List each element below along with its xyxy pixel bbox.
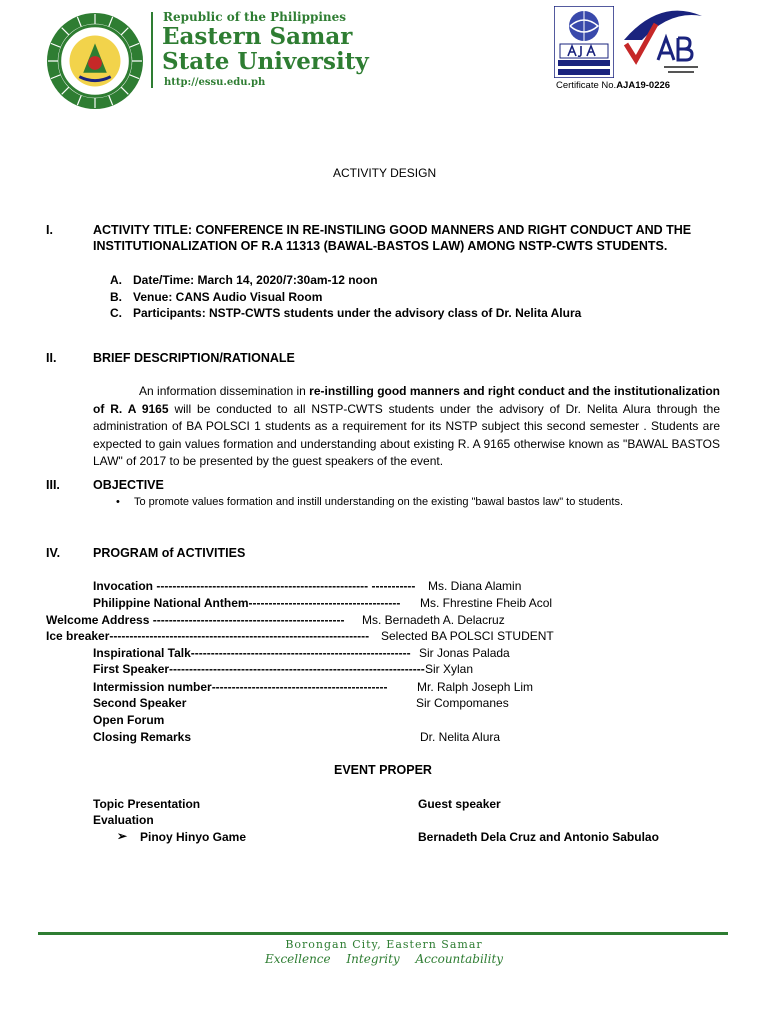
document-title: ACTIVITY DESIGN bbox=[333, 166, 437, 180]
arrow-bullet-icon: ➢ bbox=[117, 829, 128, 843]
university-name-line1: Eastern Samar bbox=[162, 23, 353, 50]
bullet-dot-icon: • bbox=[116, 496, 120, 508]
event-proper-title: EVENT PROPER bbox=[334, 763, 432, 777]
topic-presentation-label: Topic Presentation bbox=[93, 797, 201, 811]
activity-title-line2: INSTITUTIONALIZATION OF R.A 11313 (BAWAL-BASTOS LAW) AMONG NSTP-CWTS STUDENTS. bbox=[93, 239, 668, 253]
university-url: http://essu.edu.ph bbox=[164, 77, 266, 88]
section-4-title: PROGRAM of ACTIVITIES bbox=[93, 546, 246, 560]
activity-title-line1: ACTIVITY TITLE: CONFERENCE IN RE-INSTILING GOOD MANNERS AND RIGHT CONDUCT AND THE bbox=[93, 223, 692, 237]
header-divider bbox=[151, 12, 153, 88]
item-a-letter: A. bbox=[110, 273, 122, 287]
footer-divider bbox=[38, 932, 728, 935]
university-name bbox=[162, 24, 369, 74]
cert-label: Certificate No. bbox=[556, 80, 617, 91]
program-item-anthem: Philippine National Anthem-------------------------------------- bbox=[93, 596, 401, 610]
item-c-letter: C. bbox=[110, 306, 122, 320]
program-item-first-speaker: First Speaker---------------------------------------------------------------- bbox=[93, 662, 425, 676]
program-item-invocation: Invocation ----------------------------------------------------- ----------- bbox=[93, 579, 416, 593]
program-speaker-first: Sir Xylan bbox=[425, 662, 474, 676]
cert-value: AJA19-0226 bbox=[616, 80, 671, 91]
rationale-paragraph bbox=[93, 383, 720, 471]
certificate-number bbox=[556, 80, 670, 91]
aja-registrars-logo bbox=[554, 6, 614, 78]
section-1-number: I. bbox=[46, 223, 53, 237]
game-label: Pinoy Hinyo Game bbox=[140, 830, 247, 844]
program-speaker-second: Sir Compomanes bbox=[416, 696, 509, 710]
program-item-closing: Closing Remarks bbox=[93, 730, 192, 744]
program-item-icebreaker: Ice breaker----------------------------------------------------------------- bbox=[46, 629, 370, 643]
uab-accreditation-logo bbox=[620, 4, 704, 76]
program-item-intermission: Intermission number-------------------------------------------- bbox=[93, 680, 388, 694]
program-speaker-icebreaker: Selected BA POLSCI STUDENT bbox=[381, 629, 554, 643]
program-item-second-speaker: Second Speaker bbox=[93, 696, 187, 710]
section-4-number: IV. bbox=[46, 546, 61, 560]
section-2-number: II. bbox=[46, 351, 57, 365]
rationale-rest: will be conducted to all NSTP-CWTS students under the advisory of Dr. Nelita Alura through the administration of BA POLSCI 1 students as a requirement for its NSTP subject this second semester . Students are expected to gain values formation and understanding about existing R. A 9165 otherwise known as "BAWAL BASTOS LAW" of 2017 to be presented by the guest speakers of the event. bbox=[93, 401, 720, 468]
program-speaker-inspirational: Sir Jonas Palada bbox=[419, 646, 510, 660]
program-item-inspirational: Inspirational Talk------------------------------------------------------- bbox=[93, 646, 411, 660]
footer-motto: Excellence Integrity Accountability bbox=[264, 952, 504, 966]
university-name-line2: State University bbox=[162, 48, 369, 75]
program-item-open-forum: Open Forum bbox=[93, 713, 165, 727]
program-speaker-welcome: Ms. Bernadeth A. Delacruz bbox=[362, 613, 505, 627]
program-speaker-closing: Dr. Nelita Alura bbox=[420, 730, 501, 744]
item-a-datetime: Date/Time: March 14, 2020/7:30am-12 noon bbox=[133, 273, 378, 287]
item-b-venue: Venue: CANS Audio Visual Room bbox=[133, 290, 323, 304]
rationale-bold: re-instilling good manners and right conduct and the institutionalization of R. A 9165 bbox=[93, 384, 720, 416]
footer-city: Borongan City, Eastern Samar bbox=[285, 938, 483, 951]
objective-bullet: To promote values formation and instill understanding on the existing "bawal bastos law" to students. bbox=[134, 496, 624, 508]
program-item-welcome: Welcome Address ------------------------------------------------ bbox=[46, 613, 345, 627]
section-3-title: OBJECTIVE bbox=[93, 478, 164, 492]
game-value: Bernadeth Dela Cruz and Antonio Sabulao bbox=[418, 830, 659, 844]
republic-line: Republic of the Philippines bbox=[163, 10, 347, 24]
section-3-number: III. bbox=[46, 478, 60, 492]
evaluation-label: Evaluation bbox=[93, 813, 154, 827]
program-speaker-intermission: Mr. Ralph Joseph Lim bbox=[417, 680, 534, 694]
program-speaker-invocation: Ms. Diana Alamin bbox=[428, 579, 522, 593]
rationale-start: An information dissemination in bbox=[139, 384, 310, 398]
topic-presentation-value: Guest speaker bbox=[418, 797, 501, 811]
item-b-letter: B. bbox=[110, 290, 122, 304]
university-seal-logo bbox=[46, 12, 144, 110]
item-c-participants: Participants: NSTP-CWTS students under the advisory class of Dr. Nelita Alura bbox=[133, 306, 582, 320]
program-speaker-anthem: Ms. Fhrestine Fheib Acol bbox=[420, 596, 553, 610]
section-2-title: BRIEF DESCRIPTION/RATIONALE bbox=[93, 351, 295, 365]
